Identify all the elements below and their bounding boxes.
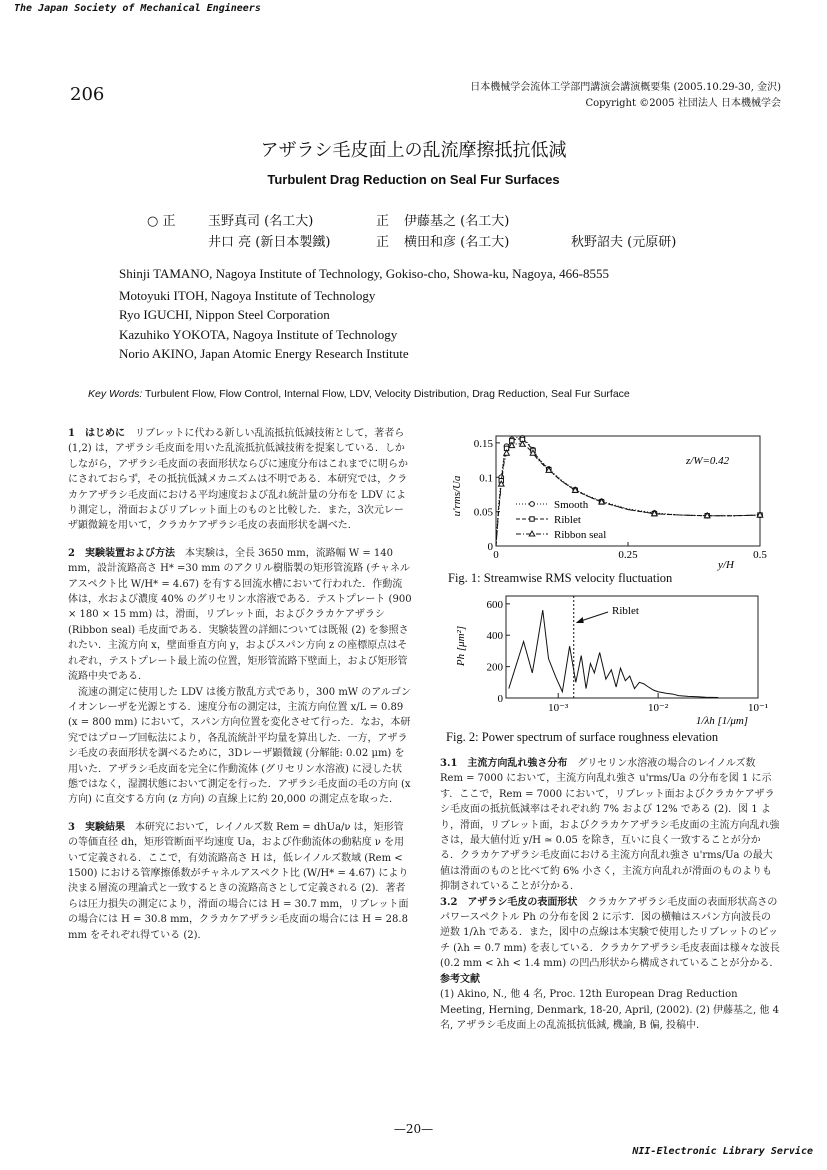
library-banner: NII-Electronic Library Service xyxy=(632,1146,813,1157)
references-list: (1) Akino, N., 他 4 名, Proc. 12th European Drag Reduction Meeting, Herning, Denmark, 18-20, April, (2002). (2) 伊藤基之, 他 4 名, アザラシ毛皮面上の乱流抵抗低減, 機論, B 偏, 投稿中. xyxy=(440,989,779,1031)
y-tick-label: 0.1 xyxy=(479,472,493,485)
riblet-arrowhead xyxy=(576,617,584,623)
society-banner: The Japan Society of Mechanical Engineers xyxy=(14,3,261,14)
section-2 xyxy=(68,546,412,685)
legend-marker xyxy=(529,531,535,536)
figure-2-caption: Fig. 2: Power spectrum of surface roughness elevation xyxy=(446,730,719,744)
x-axis-label: 1/λh [1/μm] xyxy=(695,715,749,727)
figure-2-chart xyxy=(440,590,780,730)
references-heading: 参考文献 xyxy=(440,973,480,985)
author-prefix-2: 正 xyxy=(376,214,390,229)
affiliation-3: Ryo IGUCHI, Nippon Steel Corporation xyxy=(119,307,330,322)
riblet-annotation: Riblet xyxy=(612,605,639,617)
section-3-heading: 3 実験結果 xyxy=(68,821,125,833)
author-tamano: 玉野真司 (名工大) xyxy=(208,214,314,229)
section-2-para-2: 流速の測定に使用した LDV は後方散乱方式であり，300 mW のアルゴンイオンレーザを光源とする．速度分布の測定は，主流方向位置 x/L = 0.89 (x = 800 mm) において，スパン方向位置を変化させて行った．なお，本研究ではプローブ回転法により，各乱流統計平均量を算出した．一方，アザラシ毛皮の表面形状を調べるために，3Dレーザ顕微鏡 (分解能: 0.02 μm) を用いた．アザラシ毛皮面を完全に作動流体 (グリセリン水溶液) に浸した状態ではなく，湿潤状態において測定を行った．アザラシ毛皮面の毛の方向 (x 方向) に直交する方向 (z 方向) の直線上に約 20,000 の測定点を取った． xyxy=(68,686,411,806)
section-3-1 xyxy=(440,756,780,895)
figure-1-plot xyxy=(451,436,767,571)
author-itoh: 伊藤基之 (名工大) xyxy=(404,214,510,229)
figure-2-plot xyxy=(455,596,768,727)
x-tick-label: 10⁻² xyxy=(648,702,669,714)
section-3-1-heading: 3.1 主流方向乱れ強さ分布 xyxy=(440,758,568,769)
y-axis-label: Ph [μm²] xyxy=(455,625,467,667)
x-axis-label: y/H xyxy=(718,559,734,571)
conference-info xyxy=(470,80,781,112)
x-tick-label: 10⁻¹ xyxy=(747,702,769,714)
affiliation-1: Shinji TAMANO, Nagoya Institute of Technology, Gokiso-cho, Showa-ku, Nagoya, 466-8555 xyxy=(119,266,609,281)
section-3-2-heading: 3.2 アザラシ毛皮の表面形状 xyxy=(440,896,578,908)
section-2-heading: 2 実験装置および方法 xyxy=(68,547,175,559)
affiliation-4: Kazuhiko YOKOTA, Nagoya Institute of Technology xyxy=(119,327,398,342)
x-tick-label: 10⁻³ xyxy=(548,702,569,714)
author-prefix-3: 正 xyxy=(376,235,390,250)
keywords xyxy=(88,388,630,400)
legend-label: Smooth xyxy=(554,499,589,511)
affiliation-2: Motoyuki ITOH, Nagoya Institute of Technology xyxy=(119,288,376,303)
legend-marker xyxy=(530,502,535,507)
footer-page-number: —20— xyxy=(393,1122,434,1136)
author-prefix-1: ○ 正 xyxy=(147,214,176,229)
x-tick-label: 0 xyxy=(493,549,499,561)
title-japanese: アザラシ毛皮面上の乱流摩擦抵抗低減 xyxy=(260,140,567,161)
chart-annotation: z/W=0.42 xyxy=(686,455,730,467)
author-yokota: 横田和彦 (名工大) xyxy=(404,235,510,250)
y-tick-label: 0 xyxy=(497,693,503,705)
legend-label: Ribbon seal xyxy=(554,529,607,541)
keywords-text: Turbulent Flow, Flow Control, Internal Flow, LDV, Velocity Distribution, Drag Reduction, Seal Fur Surface xyxy=(145,388,630,400)
y-tick-label: 0.05 xyxy=(473,506,493,519)
left-column xyxy=(68,426,412,943)
author-iguchi: 井口 亮 (新日本製鐵) xyxy=(208,235,331,250)
copyright-line: Copyright ©2005 社団法人 日本機械学会 xyxy=(585,98,781,109)
y-tick-label: 600 xyxy=(486,598,503,611)
y-tick-label: 0 xyxy=(487,541,493,553)
section-1-heading: 1 はじめに xyxy=(68,428,125,439)
page-number: 206 xyxy=(70,84,105,105)
x-tick-label: 0.5 xyxy=(753,549,767,561)
legend-marker xyxy=(530,517,534,521)
author-akino: 秋野詔夫 (元原研) xyxy=(571,235,677,250)
legend-label: Riblet xyxy=(554,514,581,526)
y-axis-label: u'rms/Ua xyxy=(451,475,463,517)
spectrum-line xyxy=(509,610,718,697)
figure-1-caption: Fig. 1: Streamwise RMS velocity fluctuation xyxy=(448,571,673,585)
section-1 xyxy=(68,426,412,534)
title-english: Turbulent Drag Reduction on Seal Fur Surfaces xyxy=(267,172,560,187)
section-3-body: 本研究において，レイノルズ数 Rem = dhUa/ν は，矩形管の等価直径 dh，矩形管断面平均速度 Ua，および作動流体の動粘度 ν を用いて定義される．ここで，有効流路高さ H は，低レイノルズ数域 (Rem < 1500) における管摩擦係数がチャネルアスペクト比 (W/H* = 4.67) により決まる層流の理論式と一致するときの流路高さとして定義される (2)．著者らは圧力損失の測定により，滑面の場合には H = 30.7 mm，リブレット面の場合には H = 30.8 mm，クラカケアザラシ毛皮面の場合には H = 28.8 mm をそれぞれ得ている (2)． xyxy=(68,821,409,941)
affiliation-5: Norio AKINO, Japan Atomic Energy Research Institute xyxy=(119,346,409,361)
section-2-body-1: 本実験は，全長 3650 mm，流路幅 W = 140 mm，設計流路高さ H* =30 mm のアクリル樹脂製の矩形管流路 (チャネルアスペクト比 W/H* = 4.67) を有する回流水槽において行われた．作動流体は，水および濃度 40% のグリセリン水溶液である．テストプレート (900 × 180 × 15 mm) は，滑面，リブレット面，およびクラカケアザラシ (Ribbon seal) 毛皮面である．実験装置の詳細については既報 (2) を参照されたい．主流方向 x，壁面垂直方向 y，およびスパン方向 z の座標原点はそれぞれ，テストプレート最上流の位置，矩形管流路下壁面上，および矩形管流路中央である． xyxy=(68,547,412,683)
keywords-label: Key Words: xyxy=(88,388,143,400)
section-3-1-body: グリセリン水溶液の場合のレイノルズ数 Rem = 7000 において，主流方向乱れ強さ u'rms/Ua の分布を図 1 に示す．ここで，Rem = 7000 において，リブレット面およびクラカケアザラシ毛皮面の抵抗低減率はそれぞれ約 7% および 12% である (2)．図 1 より，滑面，リブレット面，およびクラカケアザラシ毛皮面の主流方向乱れ強さは，最大値付近 y/H ≃ 0.05 を除き，互いに良く一致することが分かる．クラカケアザラシ毛皮面における主流方向乱れ強さ u'rms/Ua の最大値は滑面のものと比べて約 6% 小さく，主流方向乱れが滑面のものよりも抑制されていることが分かる． xyxy=(440,758,780,893)
x-tick-label: 0.25 xyxy=(618,549,638,561)
section-3 xyxy=(68,820,412,943)
y-tick-label: 0.15 xyxy=(473,437,493,450)
section-1-body: リブレットに代わる新しい乱流抵抗低減技術として，著者ら (1,2) は，アザラシ毛皮面を用いた乱流抵抗低減技術を提案している．しかしながら，アザラシ毛皮面の表面形状ならびに速度分布はこれまでに明らかにされておらず，その抵抗低減メカニズムは不明である．本研究では，クラカケアザラシ毛皮面における平均速度および乱れ統計量の分布を LDV により測定し，滑面およびリブレット面上のものと比較した．また，3次元レーザ顕微鏡を用いて，クラカケアザラシ毛皮の表面形状を調べた． xyxy=(68,428,408,532)
y-tick-label: 400 xyxy=(486,630,503,643)
right-column xyxy=(440,756,780,1033)
figure-1-chart xyxy=(440,428,780,574)
section-3-2 xyxy=(440,895,780,972)
section-3-2-body: クラカケアザラシ毛皮面の表面形状高さのパワースペクトル Ph の分布を図 2 に示す．図の横軸はスパン方向波長の逆数 1/λh である．また，図中の点線は本実験で使用したリブレットのピッチ (λh = 0.7 mm) を表している．クラカケアザラシ毛皮表面は様々な波長 (0.2 mm < λh < 1.4 mm) の凹凸形状から構成されていることが分かる． xyxy=(440,896,780,970)
y-tick-label: 200 xyxy=(486,661,503,674)
conference-line: 日本機械学会流体工学部門講演会講演概要集 (2005.10.29-30, 金沢) xyxy=(470,82,781,93)
